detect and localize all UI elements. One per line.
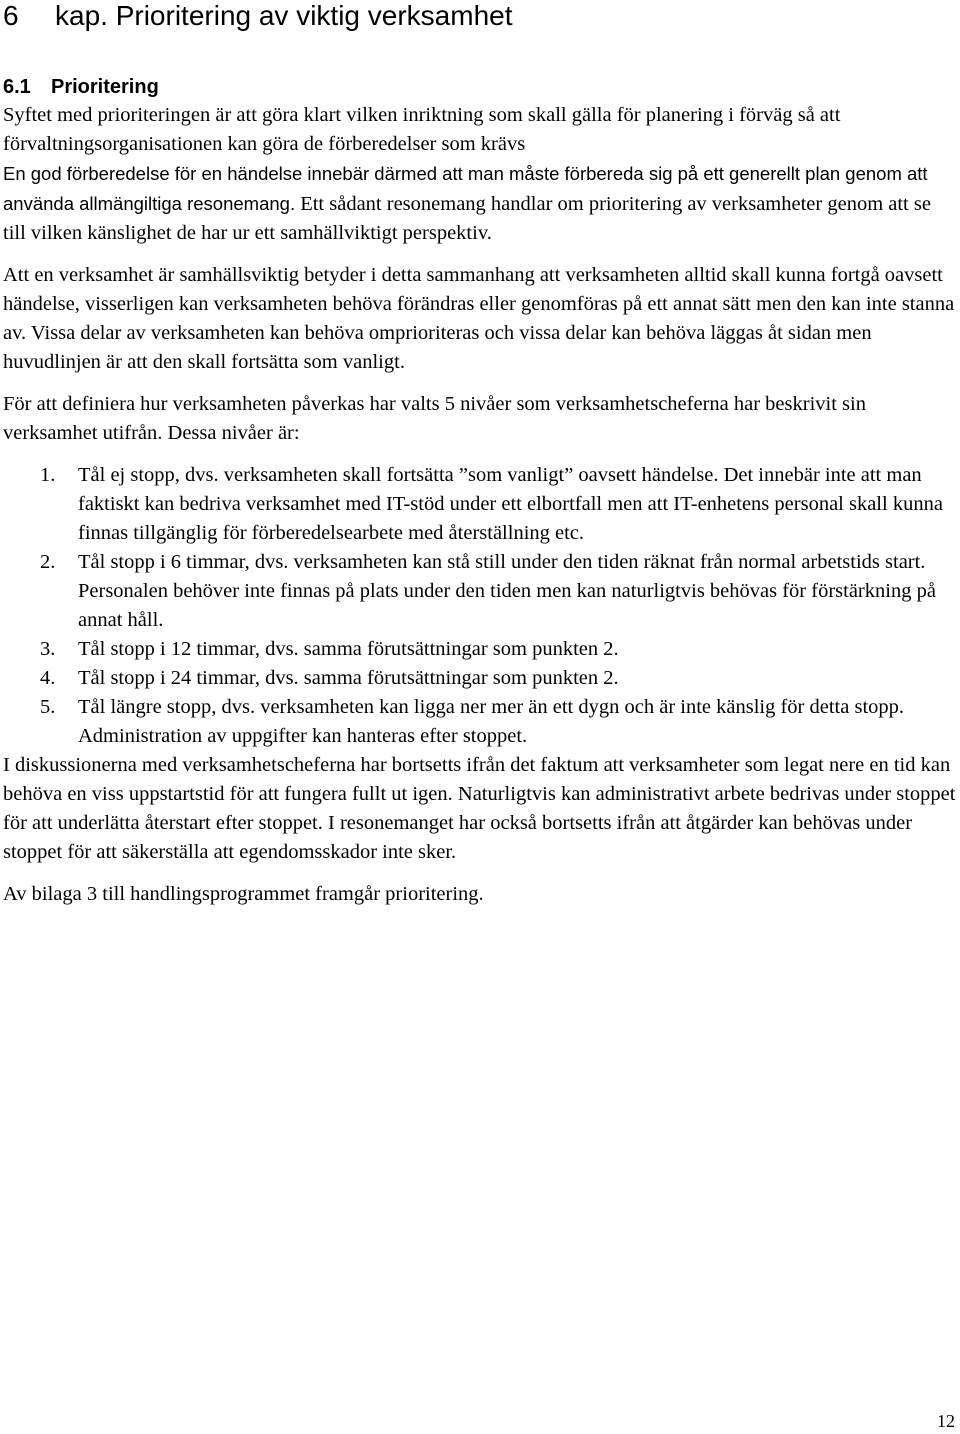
preparation-sentence-serif: Ett sådant resonemang handlar om prioritering av verksamheter genom att se till vilken känslighet de har ur ett samhällviktigt perspektiv. [3, 193, 931, 244]
list-item [3, 693, 957, 751]
list-marker: 4. [40, 667, 56, 689]
appendix-paragraph: Av bilaga 3 till handlingsprogrammet framgår prioritering. [3, 883, 484, 905]
chapter-number: 6 [3, 0, 19, 31]
chapter-heading [3, 0, 513, 34]
levels-intro-paragraph: För att definiera hur verksamheten påverkas har valts 5 nivåer som verksamhetscheferna har beskrivit sin verksamhet utifrån. Dessa nivåer är: [3, 393, 866, 444]
chapter-title: kap. Prioritering av viktig verksamhet [55, 0, 513, 31]
page-number: 12 [937, 1411, 955, 1431]
preparation-paragraph [3, 159, 957, 248]
essential-activity-paragraph: Att en verksamhet är samhällsviktig betyder i detta sammanhang att verksamheten alltid skall kunna fortgå oavsett händelse, visserligen kan verksamheten behöva förändras eller genomföras på ett annat sätt men den kan inte stanna av. Vissa delar av verksamheten kan behöva omprioriteras och vissa delar kan behöva läggas åt sidan men huvudlinjen är att den skall fortsätta som vanligt. [3, 264, 955, 373]
section-heading [3, 72, 159, 102]
priority-levels-list [3, 461, 957, 751]
list-item-text: Tål längre stopp, dvs. verksamheten kan ligga ner mer än ett dygn och är inte känslig för detta stopp. Administration av uppgifter kan hanteras efter stoppet. [78, 696, 905, 747]
section-title: Prioritering [51, 76, 159, 98]
list-item-text: Tål stopp i 12 timmar, dvs. samma förutsättningar som punkten 2. [78, 638, 619, 660]
section-number: 6.1 [3, 76, 31, 98]
intro-paragraph: Syftet med prioriteringen är att göra klart vilken inriktning som skall gälla för planering i förväg så att förvaltningsorganisationen kan göra de förberedelser som krävs [3, 104, 841, 155]
list-item-text: Tål stopp i 6 timmar, dvs. verksamheten kan stå still under den tiden räknat från normal arbetstids start. Personalen behöver inte finnas på plats under den tiden men kan naturligtvis behövas för förstärkning på annat håll. [78, 551, 936, 631]
list-marker: 1. [40, 464, 56, 486]
list-marker: 5. [40, 696, 56, 718]
preparation-sentence-sans: En god förberedelse för en händelse innebär därmed att man måste förbereda sig på ett generellt plan genom att använda allmängiltiga resonemang. [3, 163, 928, 214]
list-marker: 2. [40, 551, 56, 573]
list-item [3, 635, 957, 664]
discussion-paragraph: I diskussionerna med verksamhetscheferna har bortsetts ifrån det faktum att verksamheter som legat nere en tid kan behöva en viss uppstartstid för att fungera fullt ut igen. Naturligtvis kan administrativt arbete bedrivas under stoppet för att underlätta återstart efter stoppet. I resonemanget har också bortsetts ifrån att åtgärder kan behövas under stoppet för att säkerställa att egendomsskador inte sker. [3, 754, 956, 863]
list-item-text: Tål ej stopp, dvs. verksamheten skall fortsätta ”som vanligt” oavsett händelse. Det innebär inte att man faktiskt kan bedriva verksamhet med IT-stöd under ett elbortfall men att IT-enhetens personal skall kunna finnas tillgänglig för förberedelsearbete med återställning etc. [78, 464, 943, 544]
list-item-text: Tål stopp i 24 timmar, dvs. samma förutsättningar som punkten 2. [78, 667, 619, 689]
list-item [3, 664, 957, 693]
list-item [3, 548, 957, 635]
section-body [3, 101, 957, 909]
list-item [3, 461, 957, 548]
list-marker: 3. [40, 638, 56, 660]
